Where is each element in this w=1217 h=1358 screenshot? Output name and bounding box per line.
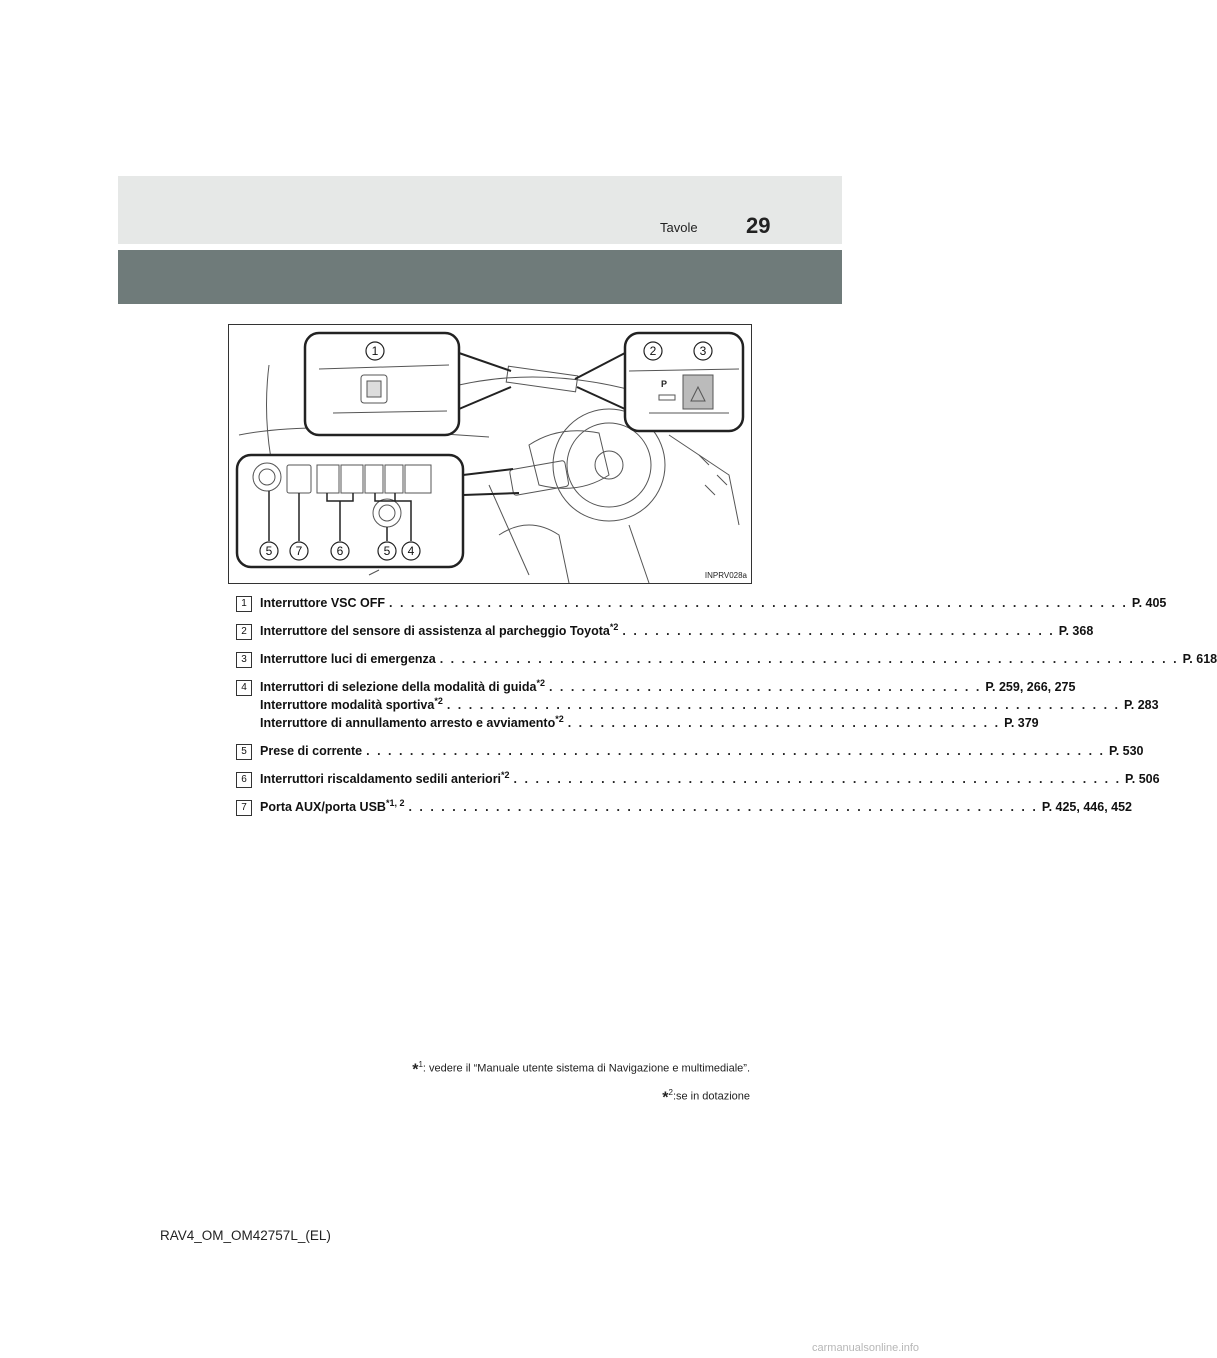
item-number: 4 (236, 680, 252, 696)
leader-dots: . . . . . . . . . . . . . . . . . . . . . . . . . . . . . . . . . . . . . . . . . . . . . . . . . . . . . . . . . . . . . . . . . . . . (439, 652, 1179, 666)
item-label: Interruttore del sensore di assistenza al parcheggio Toyota (260, 624, 610, 638)
item-label: Interruttore modalità sportiva (260, 698, 435, 712)
footnotes (412, 1054, 750, 1109)
callout-5b: 5 (383, 544, 391, 558)
section-band (118, 250, 842, 304)
item-label: Prese di corrente (260, 744, 363, 758)
leader-dots: . . . . . . . . . . . . . . . . . . . . . . . . . . . . . . . . . . . . . . . . . . . . . . . . . . . . . . . . . . (408, 800, 1038, 814)
leader-dots: . . . . . . . . . . . . . . . . . . . . . . . . . . . . . . . . . . . . . . . . . . . . . . . . . . . . . . . . . . . . . . . . . . . . (389, 596, 1128, 610)
item-number: 7 (236, 800, 252, 816)
header-band (118, 176, 842, 244)
item-number: 6 (236, 772, 252, 788)
leader-dots: . . . . . . . . . . . . . . . . . . . . . . . . . . . . . . . . . . . . . . . . (567, 716, 1001, 730)
item-number: 1 (236, 596, 252, 612)
footnote-marker: * (412, 1061, 419, 1079)
list-item (236, 769, 1160, 788)
footnote-text: :se in dotazione (672, 1090, 750, 1103)
list-item (236, 621, 1094, 640)
list-item (236, 797, 1132, 816)
page-reference[interactable]: P. 379 (1004, 716, 1039, 730)
page-reference[interactable]: P. 259, 266, 275 (985, 680, 1076, 694)
section-title: Tavole (660, 220, 698, 235)
item-number: 3 (236, 652, 252, 668)
leader-dots: . . . . . . . . . . . . . . . . . . . . . . . . . . . . . . . . . . . . . . . . (622, 624, 1055, 638)
document-code: RAV4_OM_OM42757L_(EL) (160, 1228, 331, 1243)
callout-4: 4 (407, 544, 415, 558)
callout-5a: 5 (265, 544, 273, 558)
watermark: carmanualsonline.info (812, 1342, 920, 1354)
item-label: Interruttore VSC OFF (260, 596, 386, 610)
page-reference[interactable]: P. 405 (1131, 596, 1167, 610)
figure-code: INPRV028a (704, 571, 747, 580)
item-footnote-marker: *2 (501, 769, 510, 780)
dashboard-illustration (228, 324, 752, 584)
item-footnote-marker: *2 (609, 621, 619, 632)
item-label: Interruttori riscaldamento sedili anteriori (260, 772, 502, 786)
page-reference[interactable]: P. 368 (1058, 624, 1094, 638)
page-reference[interactable]: P. 283 (1124, 698, 1159, 712)
callout-1: 1 (371, 344, 379, 358)
leader-dots: . . . . . . . . . . . . . . . . . . . . . . . . . . . . . . . . . . . . . . . . . . . . . . . . . . . . . . . . . . . . . . . . . . . . (366, 744, 1105, 758)
footnote-marker: * (662, 1089, 669, 1107)
callout-6: 6 (336, 544, 344, 558)
page-reference[interactable]: P. 618 (1182, 652, 1217, 666)
item-label: Interruttore di annullamento arresto e avviamento (260, 716, 556, 730)
item-label: Interruttore luci di emergenza (260, 652, 436, 666)
item-footnote-marker: *2 (555, 713, 564, 724)
page-number: 29 (746, 213, 771, 238)
footnote-number: 2 (668, 1087, 673, 1097)
footnote-number: 1 (418, 1060, 423, 1069)
footnote-text: : vedere il “Manuale utente sistema di Navigazione e multimediale”. (422, 1062, 750, 1075)
callout-7: 7 (295, 544, 303, 558)
item-list (236, 594, 1217, 826)
footnote (412, 1054, 750, 1082)
page-reference[interactable]: P. 530 (1108, 744, 1144, 758)
list-item (236, 677, 1159, 732)
item-footnote-marker: *2 (536, 677, 545, 688)
leader-dots: . . . . . . . . . . . . . . . . . . . . . . . . . . . . . . . . . . . . . . . . . . . . . . . . . . . . . . . . . . . . . . (446, 698, 1121, 712)
dashboard-drawing (229, 325, 751, 583)
item-number: 5 (236, 744, 252, 760)
footnote (412, 1082, 750, 1110)
list-item (236, 594, 1167, 612)
list-item (236, 650, 1217, 668)
callout-2: 2 (649, 344, 657, 358)
list-item (236, 742, 1144, 760)
item-number: 2 (236, 624, 252, 640)
page-reference[interactable]: P. 506 (1125, 772, 1160, 786)
item-footnote-marker: *2 (434, 695, 443, 706)
leader-dots: . . . . . . . . . . . . . . . . . . . . . . . . . . . . . . . . . . . . . . . . . . . . . . . . . . . . . . . . (513, 772, 1122, 786)
item-label: Interruttori di selezione della modalità di guida (260, 680, 537, 694)
item-label: Porta AUX/porta USB (260, 800, 386, 814)
svg-text:P: P (661, 379, 668, 389)
callout-3: 3 (699, 344, 707, 358)
leader-dots: . . . . . . . . . . . . . . . . . . . . . . . . . . . . . . . . . . . . . . . . (548, 680, 982, 694)
item-footnote-marker: *1, 2 (385, 797, 405, 808)
page-reference[interactable]: P. 425, 446, 452 (1041, 800, 1132, 814)
